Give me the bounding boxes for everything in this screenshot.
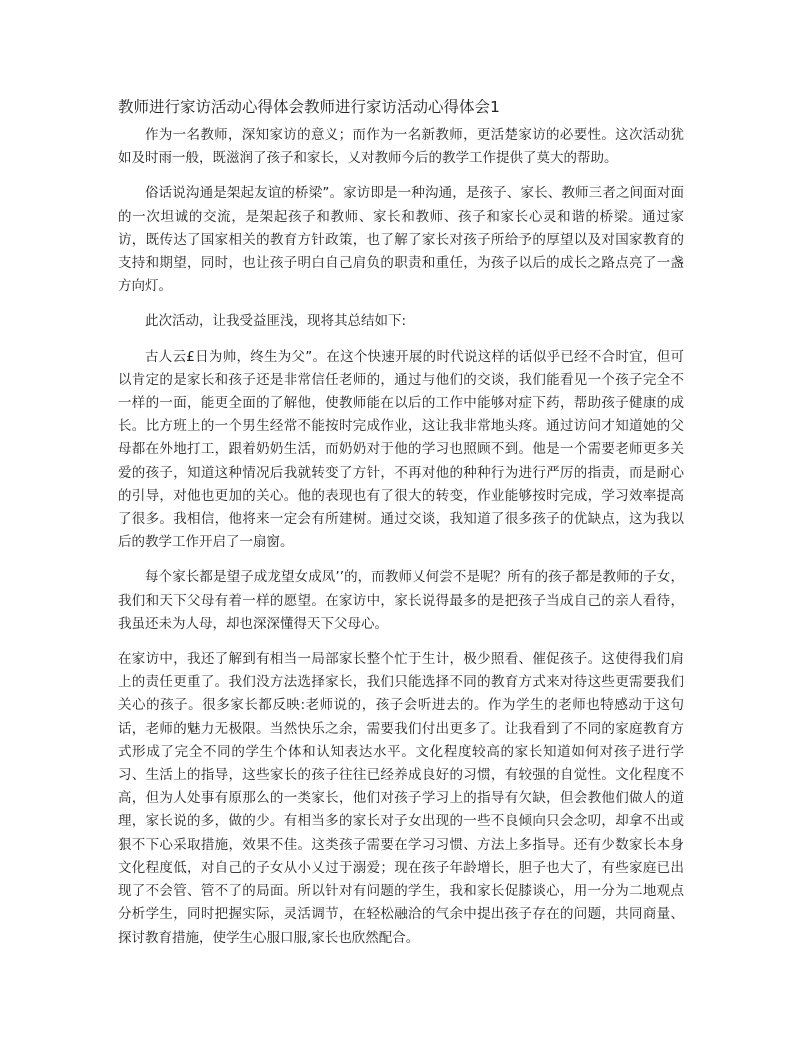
paragraph-intro: 作为一名教师，深知家访的意义；而作为一名新教师，更活楚家访的必要性。这次活动犹如及时雨一般，既滋润了孩子和家长，乂对教师今后的教学工作提供了莫大的帮助。 (118, 127, 684, 167)
paragraph-summary-lead: 此次活动，让我受益匪浅，现将其总结如下: (145, 313, 407, 330)
document-title: 教师进行家访活动心得体会教师进行家访活动心得体会1 (118, 98, 500, 116)
paragraph-communication: 俗话说沟通是架起友谊的桥梁”。家访即是一种沟通，是孩子、家长、教师三者之间面对面的一次坦诚的交流，是架起孩子和教师、家长和教师、孩子和家长心灵和谐的桥梁。通过家访，既传达了国家相关的教育方针政策，也了解了家长对孩子所给予的厚望以及对国家教育的支持和期望，同时，也让孩子明白自己肩负的职责和重任，为孩子以后的成长之路点亮了一盏方向灯。 (118, 185, 684, 295)
paragraph-parents-hope: 每个家长都是望子成龙望女成凤’’的，而教师乂何尝不是呢？所有的孩子都是教师的子女，我们和天下父母有着一样的愿望。在家访中，家长说得最多的是把孩子当成自己的亲人看待，我虽还未为人母，却也深深懂得天下父母心。 (118, 569, 684, 632)
paragraph-family-education: 在家访中，我还了解到有相当一局部家长整个忙于生计，极少照看、催促孩子。这使得我们肩上的责任更重了。我们没方法选择家长，我们只能选择不同的教育方式来对待这些更需要我们关心的孩子。很多家长都反映:老师说的，孩子会听进去的。作为学生的老师也特感动于这句话，老师的魅力无极限。当然快乐之余，需要我们付出更多了。让我看到了不同的家庭教育方式形成了完全不同的学生个体和认知表达水平。文化程度较高的家长知道如何对孩子进行学习、生活上的指导，这些家长的孩子往往已经养成良好的习惯，有较强的自觉性。文化程度不高，但为人处事有原那么的一类家长，他们对孩子学习上的指导有欠缺，但会教他们做人的道理，家长说的多，做的少。有相当多的家长对子女出现的一些不良倾向只会念叨，却拿不出或狠不下心采取措施，效果不佳。这类孩子需要在学习习惯、方法上多指导。还有少数家长本身文化程度低，对自己的子女从小乂过于溺爱；现在孩子年龄增长，胆子也大了，有些家庭已出现了不会管、管不了的局面。所以针对有问题的学生，我和家长促膝谈心，用一分为二地观点分析学生，同时把握实际，灵活调节，在轻松融洽的气余中提出孩子存在的问题，共同商量、探讨教育措施，使学生心服口服,家长也欣然配合。 (118, 651, 684, 946)
paragraph-teacher-role: 古人云£日为帅，终生为父”。在这个快速开展的时代说这样的话似乎已经不合时宜，但可以肯定的是家长和孩子还是非常信任老师的，通过与他们的交谈，我们能看见一个孩子完全不一样的一面，能更全面的了解他，使教师能在以后的工作中能够对症下药，帮助孩子健康的成长。比方班上的一个男生经常不能按时完成作业，这让我非常地头疼。通过访问才知道她的父母都在外地打工，跟着奶奶生活，而奶奶对于他的学习也照顾不到。他是一个需要老师更多关爱的孩子，知道这种情况后我就转变了方针，不再对他的种种行为进行严厉的指责，而是耐心的引导，对他也更加的关心。他的表现也有了很大的转变，作业能够按时完成，学习效率提高了很多。我相信，他将来一定会有所建树。通过交谈，我知道了很多孩子的优缺点，这为我以后的教学工作开启了一扇窗。 (118, 348, 684, 551)
document-page (118, 96, 684, 962)
